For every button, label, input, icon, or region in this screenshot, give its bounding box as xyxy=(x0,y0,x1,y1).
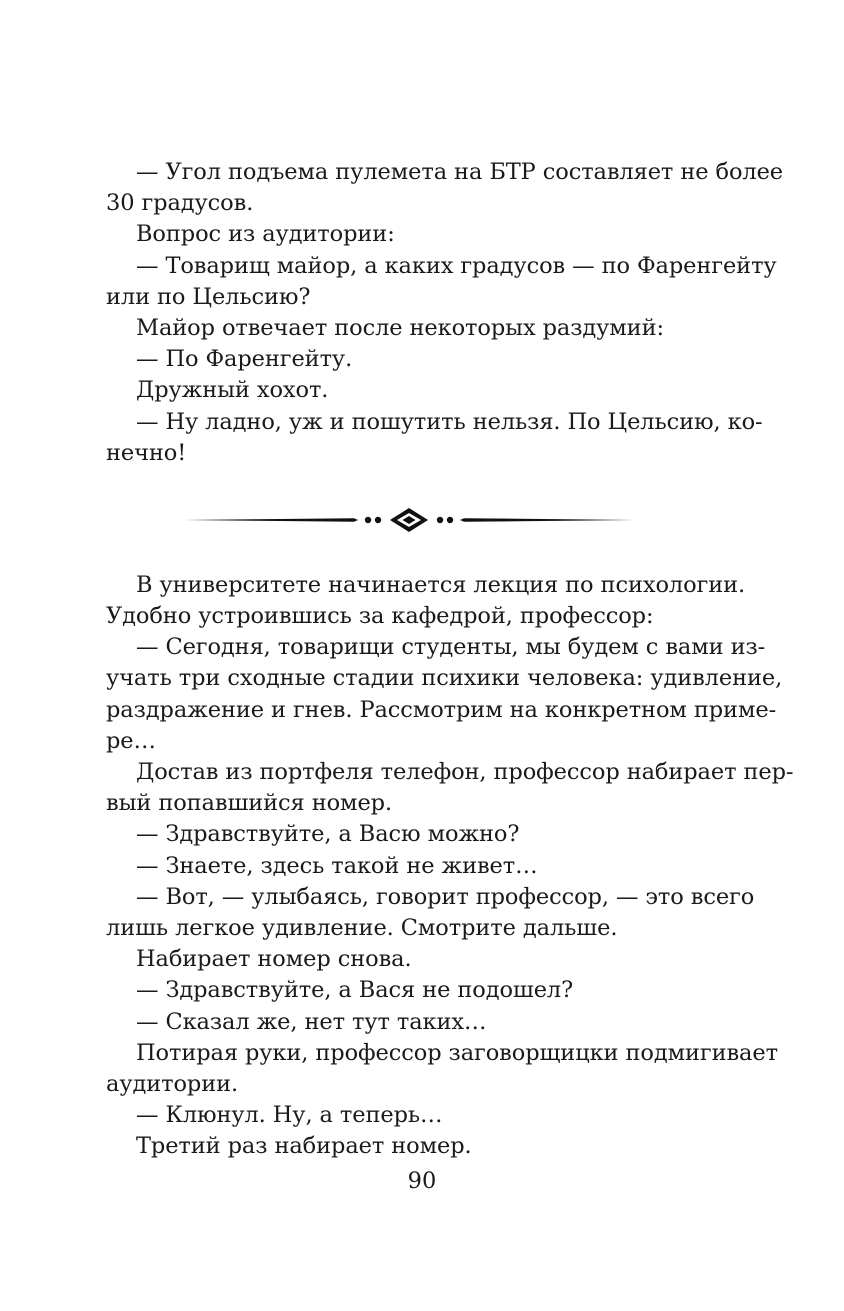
ornamental-divider xyxy=(106,481,710,559)
text-line: Третий раз набирает номер. xyxy=(136,1133,472,1160)
page-body xyxy=(106,157,794,1162)
text-line: В университете начинается лекция по психологии. xyxy=(136,571,746,598)
text-line: — Сегодня, товарищи студенты, мы будем с вами из- xyxy=(136,634,766,661)
text-line: — Сказал же, нет тут таких… xyxy=(136,1008,487,1035)
text-line: или по Цельсию? xyxy=(106,283,311,310)
text-line: — Клюнул. Ну, а теперь… xyxy=(136,1102,443,1129)
text-line: — По Фаренгейту. xyxy=(136,346,353,373)
text-line: аудитории. xyxy=(106,1070,239,1097)
page-number: 90 xyxy=(407,1168,437,1194)
text-line: — Ну ладно, уж и пошутить нельзя. По Цельсию, ко- xyxy=(136,408,763,435)
text-line: ре… xyxy=(106,727,156,754)
text-line: лишь легкое удивление. Смотрите дальше. xyxy=(106,914,618,941)
text-line: 30 градусов. xyxy=(106,190,254,217)
text-line: Майор отвечает после некоторых раздумий: xyxy=(136,314,664,341)
text-line: Потирая руки, профессор заговорщицки подмигивает xyxy=(136,1039,778,1066)
text-line: Дружный хохот. xyxy=(136,377,329,404)
text-line: — Знаете, здесь такой не живет… xyxy=(136,852,538,879)
text-line: нечно! xyxy=(106,439,187,466)
text-line: Удобно устроившись за кафедрой, профессор: xyxy=(106,603,654,630)
text-line: — Вот, — улыбаясь, говорит профессор, — это всего xyxy=(136,883,755,910)
text-line: Набирает номер снова. xyxy=(136,946,412,973)
section-1 xyxy=(106,157,784,469)
text-line: Вопрос из аудитории: xyxy=(136,221,395,248)
text-line: вый попавшийся номер. xyxy=(106,790,393,817)
ornament-icon xyxy=(184,503,634,537)
text-line: — Здравствуйте, а Васю можно? xyxy=(136,821,520,848)
text-line: учать три сходные стадии психики человека: удивление, xyxy=(106,665,783,692)
text-line: — Здравствуйте, а Вася не подошел? xyxy=(136,977,574,1004)
text-line: Достав из портфеля телефон, профессор набирает пер- xyxy=(136,759,794,785)
text-line: — Товарищ майор, а каких градусов — по Фаренгейту xyxy=(136,252,777,279)
text-line: раздражение и гнев. Рассмотрим на конкретном приме- xyxy=(106,696,777,723)
section-2 xyxy=(106,570,794,1163)
text-line: — Угол подъема пулемета на БТР составляет не более xyxy=(136,159,784,185)
